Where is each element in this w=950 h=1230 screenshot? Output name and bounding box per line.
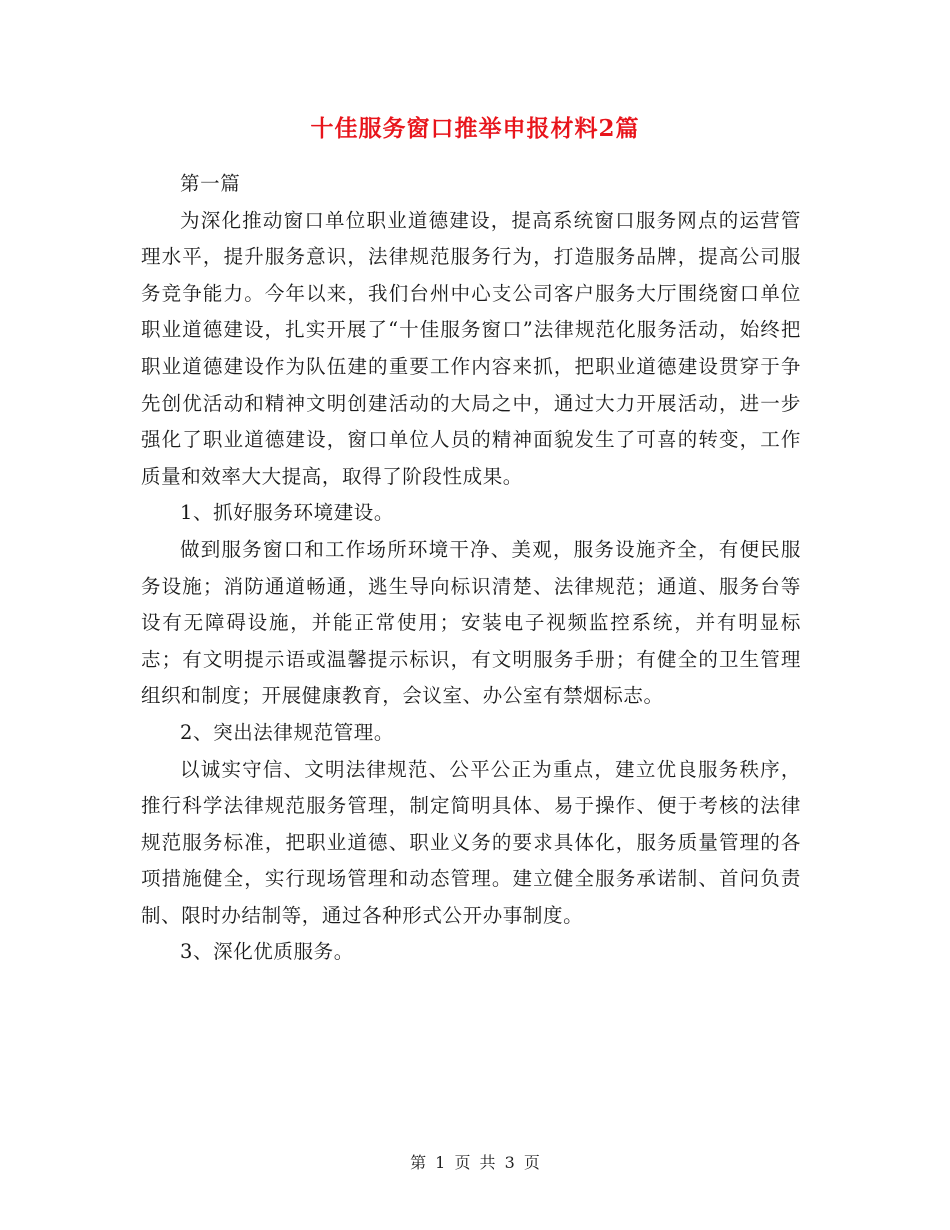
page-footer: 第 1 页 共 3 页 [410, 1153, 540, 1172]
paragraph-heading-3: 3、深化优质服务。 [180, 940, 354, 964]
paragraph-management: 以诚实守信、文明法律规范、公平公正为重点，建立优良服务秩序，推行科学法律规范服务管理，制定简明具体、易于操作、便于考核的法律规范服务标准，把职业道德、职业义务的要求具体化，服务质量管理的各项措施健全，实行现场管理和动态管理。建立健全服务承诺制、首问负责制、限时办结制等，通过各种形式公开办事制度。 [141, 757, 801, 927]
document-title: 十佳服务窗口推举申报材料2篇 [310, 115, 640, 142]
paragraph-section-heading: 第一篇 [180, 172, 241, 195]
document-body [141, 166, 801, 971]
paragraph-heading-2: 2、突出法律规范管理。 [180, 720, 395, 744]
paragraph-heading-1: 1、抓好服务环境建设。 [180, 501, 395, 525]
paragraph-environment: 做到服务窗口和工作场所环境干净、美观，服务设施齐全，有便民服务设施；消防通道畅通，逃生导向标识清楚、法律规范；通道、服务台等设有无障碍设施，并能正常使用；安装电子视频监控系统，并有明显标志；有文明提示语或温馨提示标识，有文明服务手册；有健全的卫生管理组织和制度；开展健康教育，会议室、办公室有禁烟标志。 [141, 537, 801, 708]
paragraph-intro: 为深化推动窗口单位职业道德建设，提高系统窗口服务网点的运营管理水平，提升服务意识，法律规范服务行为，打造服务品牌，提高公司服务竞争能力。今年以来，我们台州中心支公司客户服务大厅围绕窗口单位职业道德建设，扎实开展了“十佳服务窗口”法律规范化服务活动，始终把职业道德建设作为队伍建的重要工作内容来抓，把职业道德建设贯穿于争先创优活动和精神文明创建活动的大局之中，通过大力开展活动，进一步强化了职业道德建设，窗口单位人员的精神面貌发生了可喜的转变，工作质量和效率大大提高，取得了阶段性成果。 [141, 208, 801, 488]
